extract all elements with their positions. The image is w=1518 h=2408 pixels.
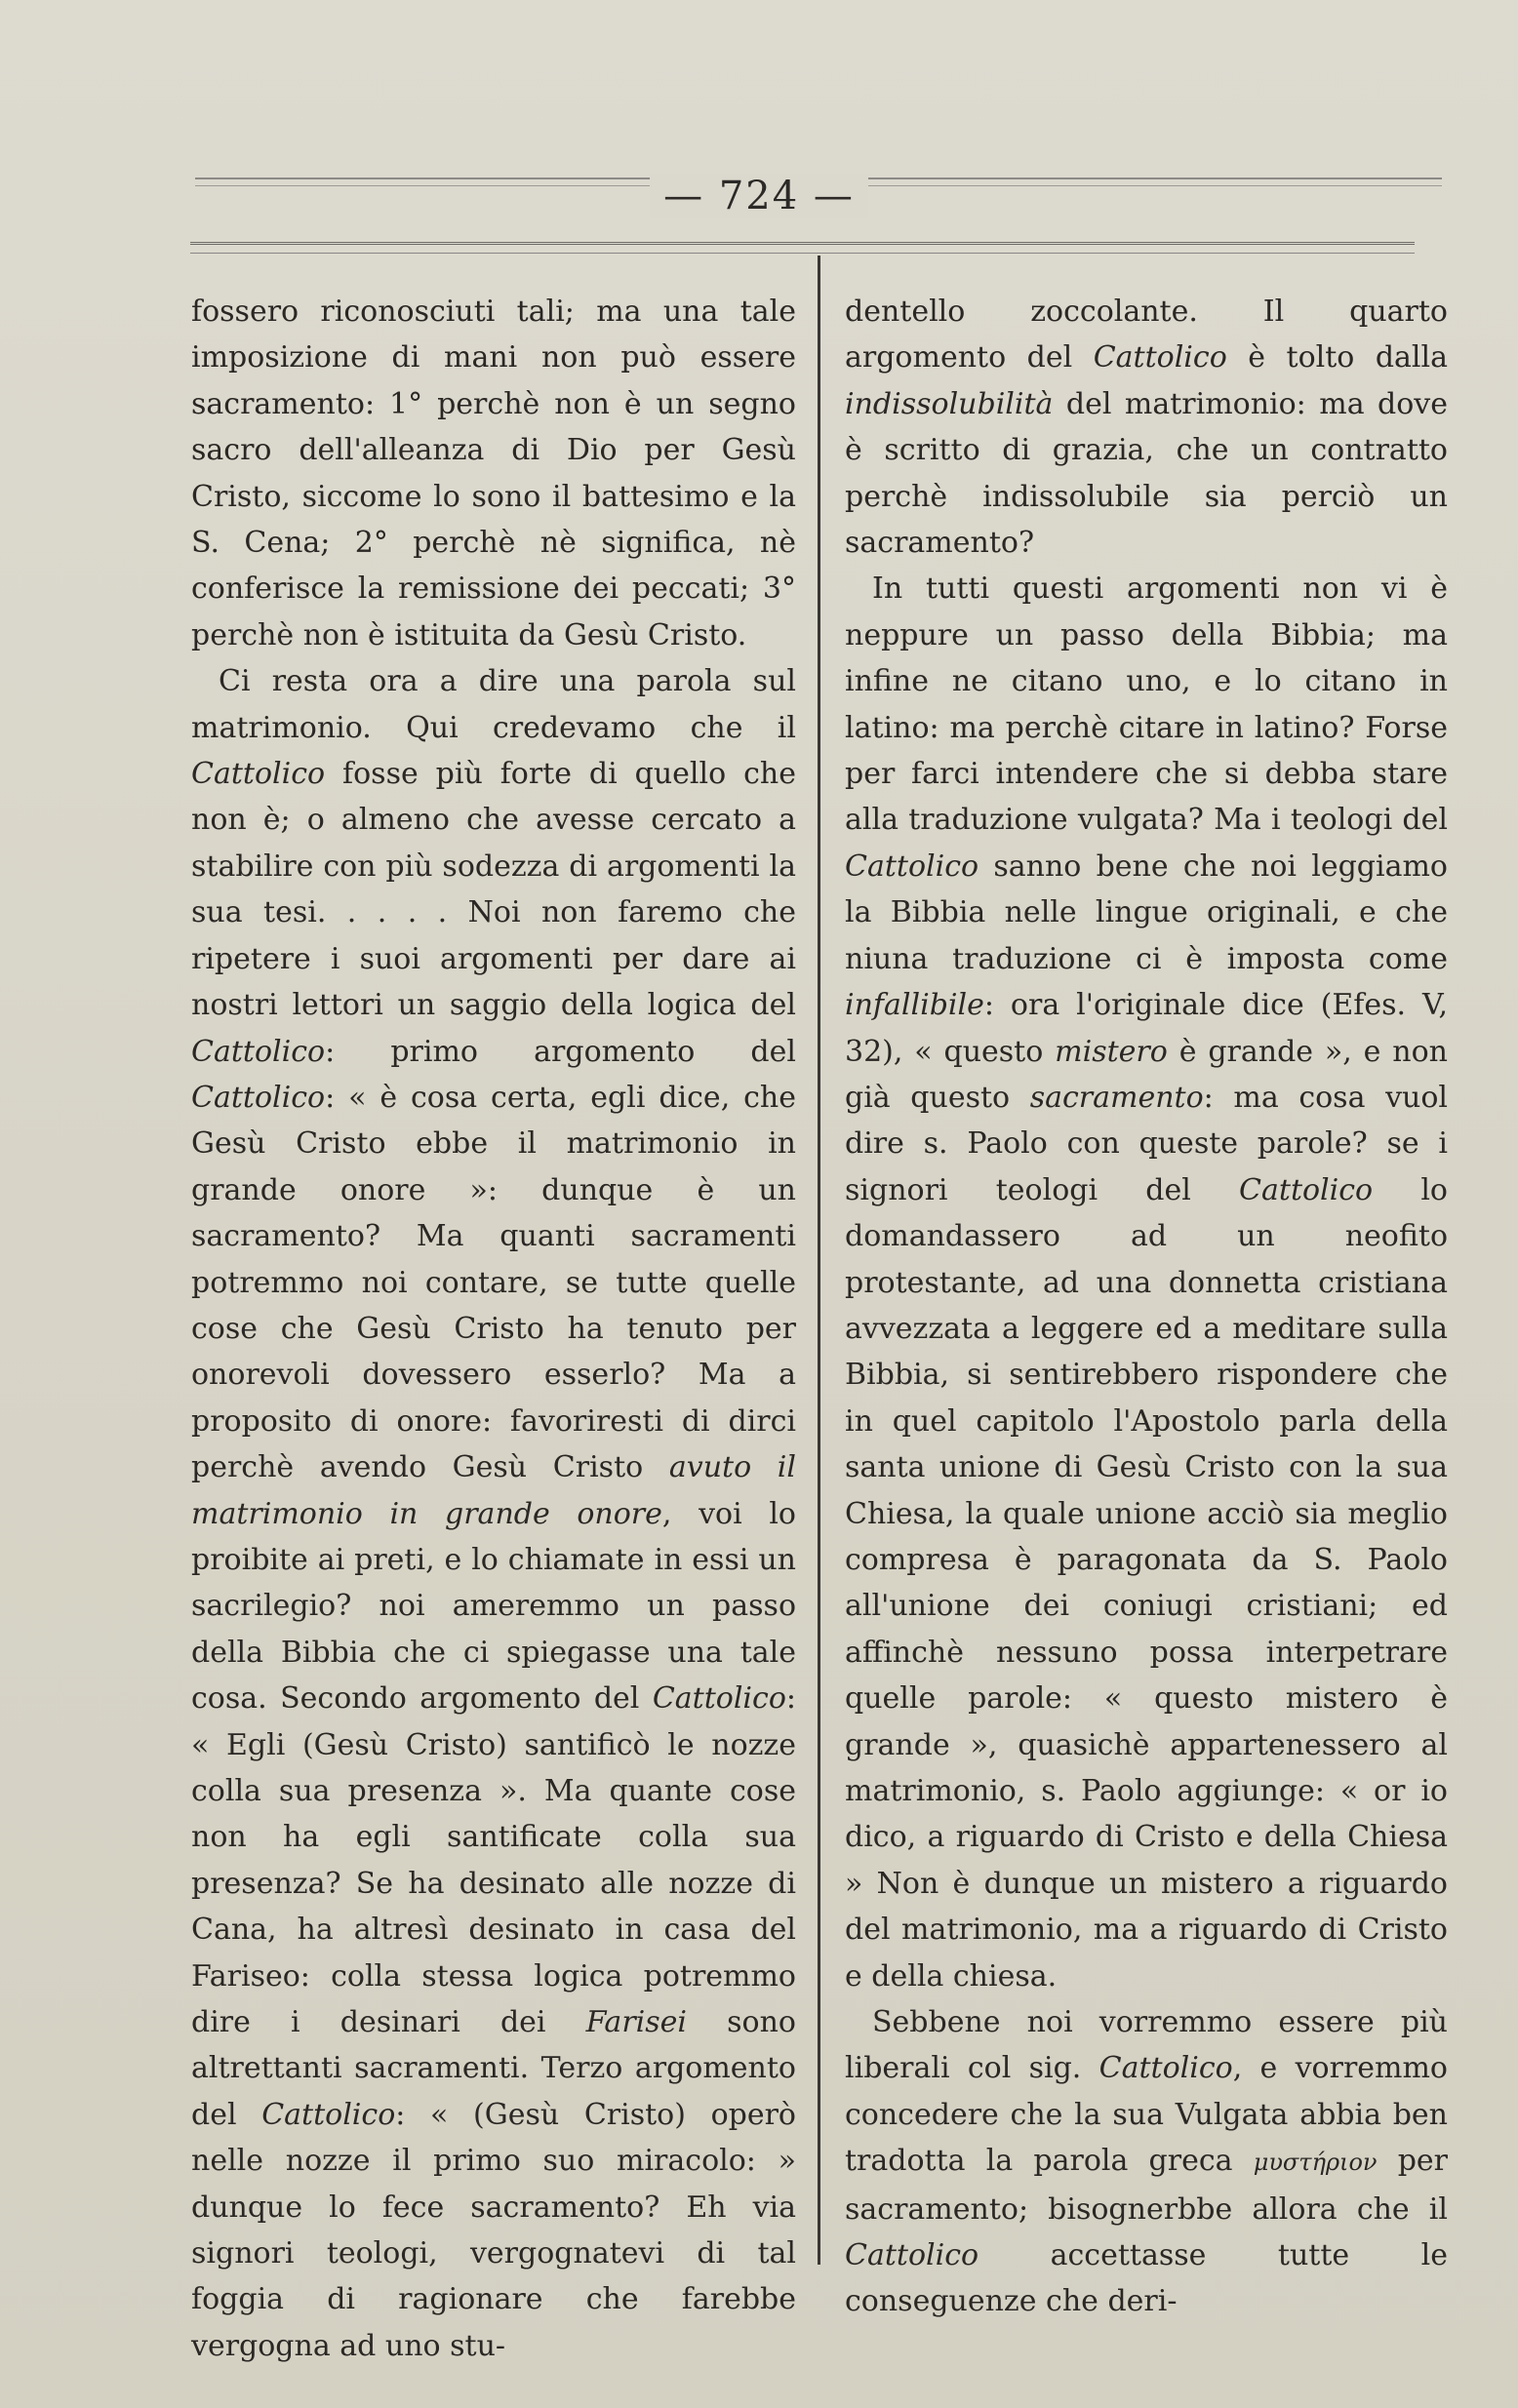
left-paragraph-2: Ci resta ora a dire una parola sul matrimonio. Qui credevamo che il Cattolico fosse più forte di quello che non è; o almeno che avesse cercato a stabilire con più sodezza di argomenti la sua tesi. . . . . Noi non faremo che ripetere i suoi argomenti per dare ai nostri lettori un saggio della logica del Cattolico: primo argomento del Cattolico: « è cosa certa, egli dice, che Gesù Cristo ebbe il matrimonio in grande onore »: dunque è un sacramento? Ma quanti sacramenti potremmo noi contare, se tutte quelle cose che Gesù Cristo ha tenuto per onorevoli dovessero esserlo? Ma a proposito di onore: favoriresti di dirci perchè avendo Gesù Cristo avuto il matrimonio in grande onore, voi lo proibite ai preti, e lo chiamate in essi un sacrilegio? noi ameremmo un passo della Bibbia che ci spiegasse una tale cosa. Secondo argomento del Cattolico: « Egli (Gesù Cristo) santificò le nozze colla sua presenza ». Ma quante cose non ha egli santificate colla sua presenza? Se ha desinato alle nozze di Cana, ha altresì desinato in casa del Fariseo: colla stessa logica potremmo dire i desinari dei Farisei sono altrettanti sacramenti. Terzo argomento del Cattolico: « (Gesù Cristo) operò nelle nozze il primo suo miracolo: » dunque lo fece sacramento? Eh via signori teologi, vergognatevi di tal foggia di ragionare che farebbe vergogna ad uno stu- — [191, 664, 796, 2363]
right-paragraph-3: Sebbene noi vorremmo essere più liberali col sig. Cattolico, e vorremmo concedere che la sua Vulgata abbia ben tradotta la parola greca μυστήριον per sacramento; bisognerbbe allora che il Cattolico accettasse tutte le conseguenze che deri- — [845, 2005, 1448, 2319]
left-paragraph-1: fossero riconosciuti tali; ma una tale imposizione di mani non può essere sacramento: 1° perchè non è un segno sacro dell'alleanza di Dio per Gesù Cristo, siccome lo sono il battesimo e la S. Cena; 2° perchè nè significa, nè conferisce la remissione dei peccati; 3° perchè non è istituita da Gesù Cristo. — [191, 295, 796, 652]
header-rule-bottom — [190, 242, 1415, 254]
page-number: — 724 — — [0, 174, 1518, 218]
right-column — [845, 289, 1448, 2325]
right-paragraph-2: In tutti questi argomenti non vi è neppure un passo della Bibbia; ma infine ne citano uno, e lo citano in latino: ma perchè citare in latino? Forse per farci intendere che si debba stare alla traduzione vulgata? Ma i teologi del Cattolico sanno bene che noi leggiamo la Bibbia nelle lingue originali, e che niuna traduzione ci è imposta come infallibile: ora l'originale dice (Efes. V, 32), « questo mistero è grande », e non già questo sacramento: ma cosa vuol dire s. Paolo con queste parole? se i signori teologi del Cattolico lo domandassero ad un neofito protestante, ad una donnetta cristiana avvezzata a leggere ed a meditare sulla Bibbia, si sentirebbero rispondere che in quel capitolo l'Apostolo parla della santa unione di Gesù Cristo con la sua Chiesa, la quale unione acciò sia meglio compresa è paragonata da S. Paolo all'unione dei coniugi cristiani; ed affinchè nessuno possa interpetrare quelle parole: « questo mistero è grande », quasichè appartenessero al matrimonio, s. Paolo aggiunge: « or io dico, a riguardo di Cristo e della Chiesa » Non è dunque un mistero a riguardo del matrimonio, ma a riguardo di Cristo e della chiesa. — [845, 572, 1448, 1994]
column-divider — [818, 256, 820, 2265]
left-column — [191, 289, 796, 2369]
right-paragraph-1: dentello zoccolante. Il quarto argomento del Cattolico è tolto dalla indissolubilità del matrimonio: ma dove è scritto di grazia, che un contratto perchè indissolubile sia perciò un sacramento? — [845, 295, 1449, 561]
